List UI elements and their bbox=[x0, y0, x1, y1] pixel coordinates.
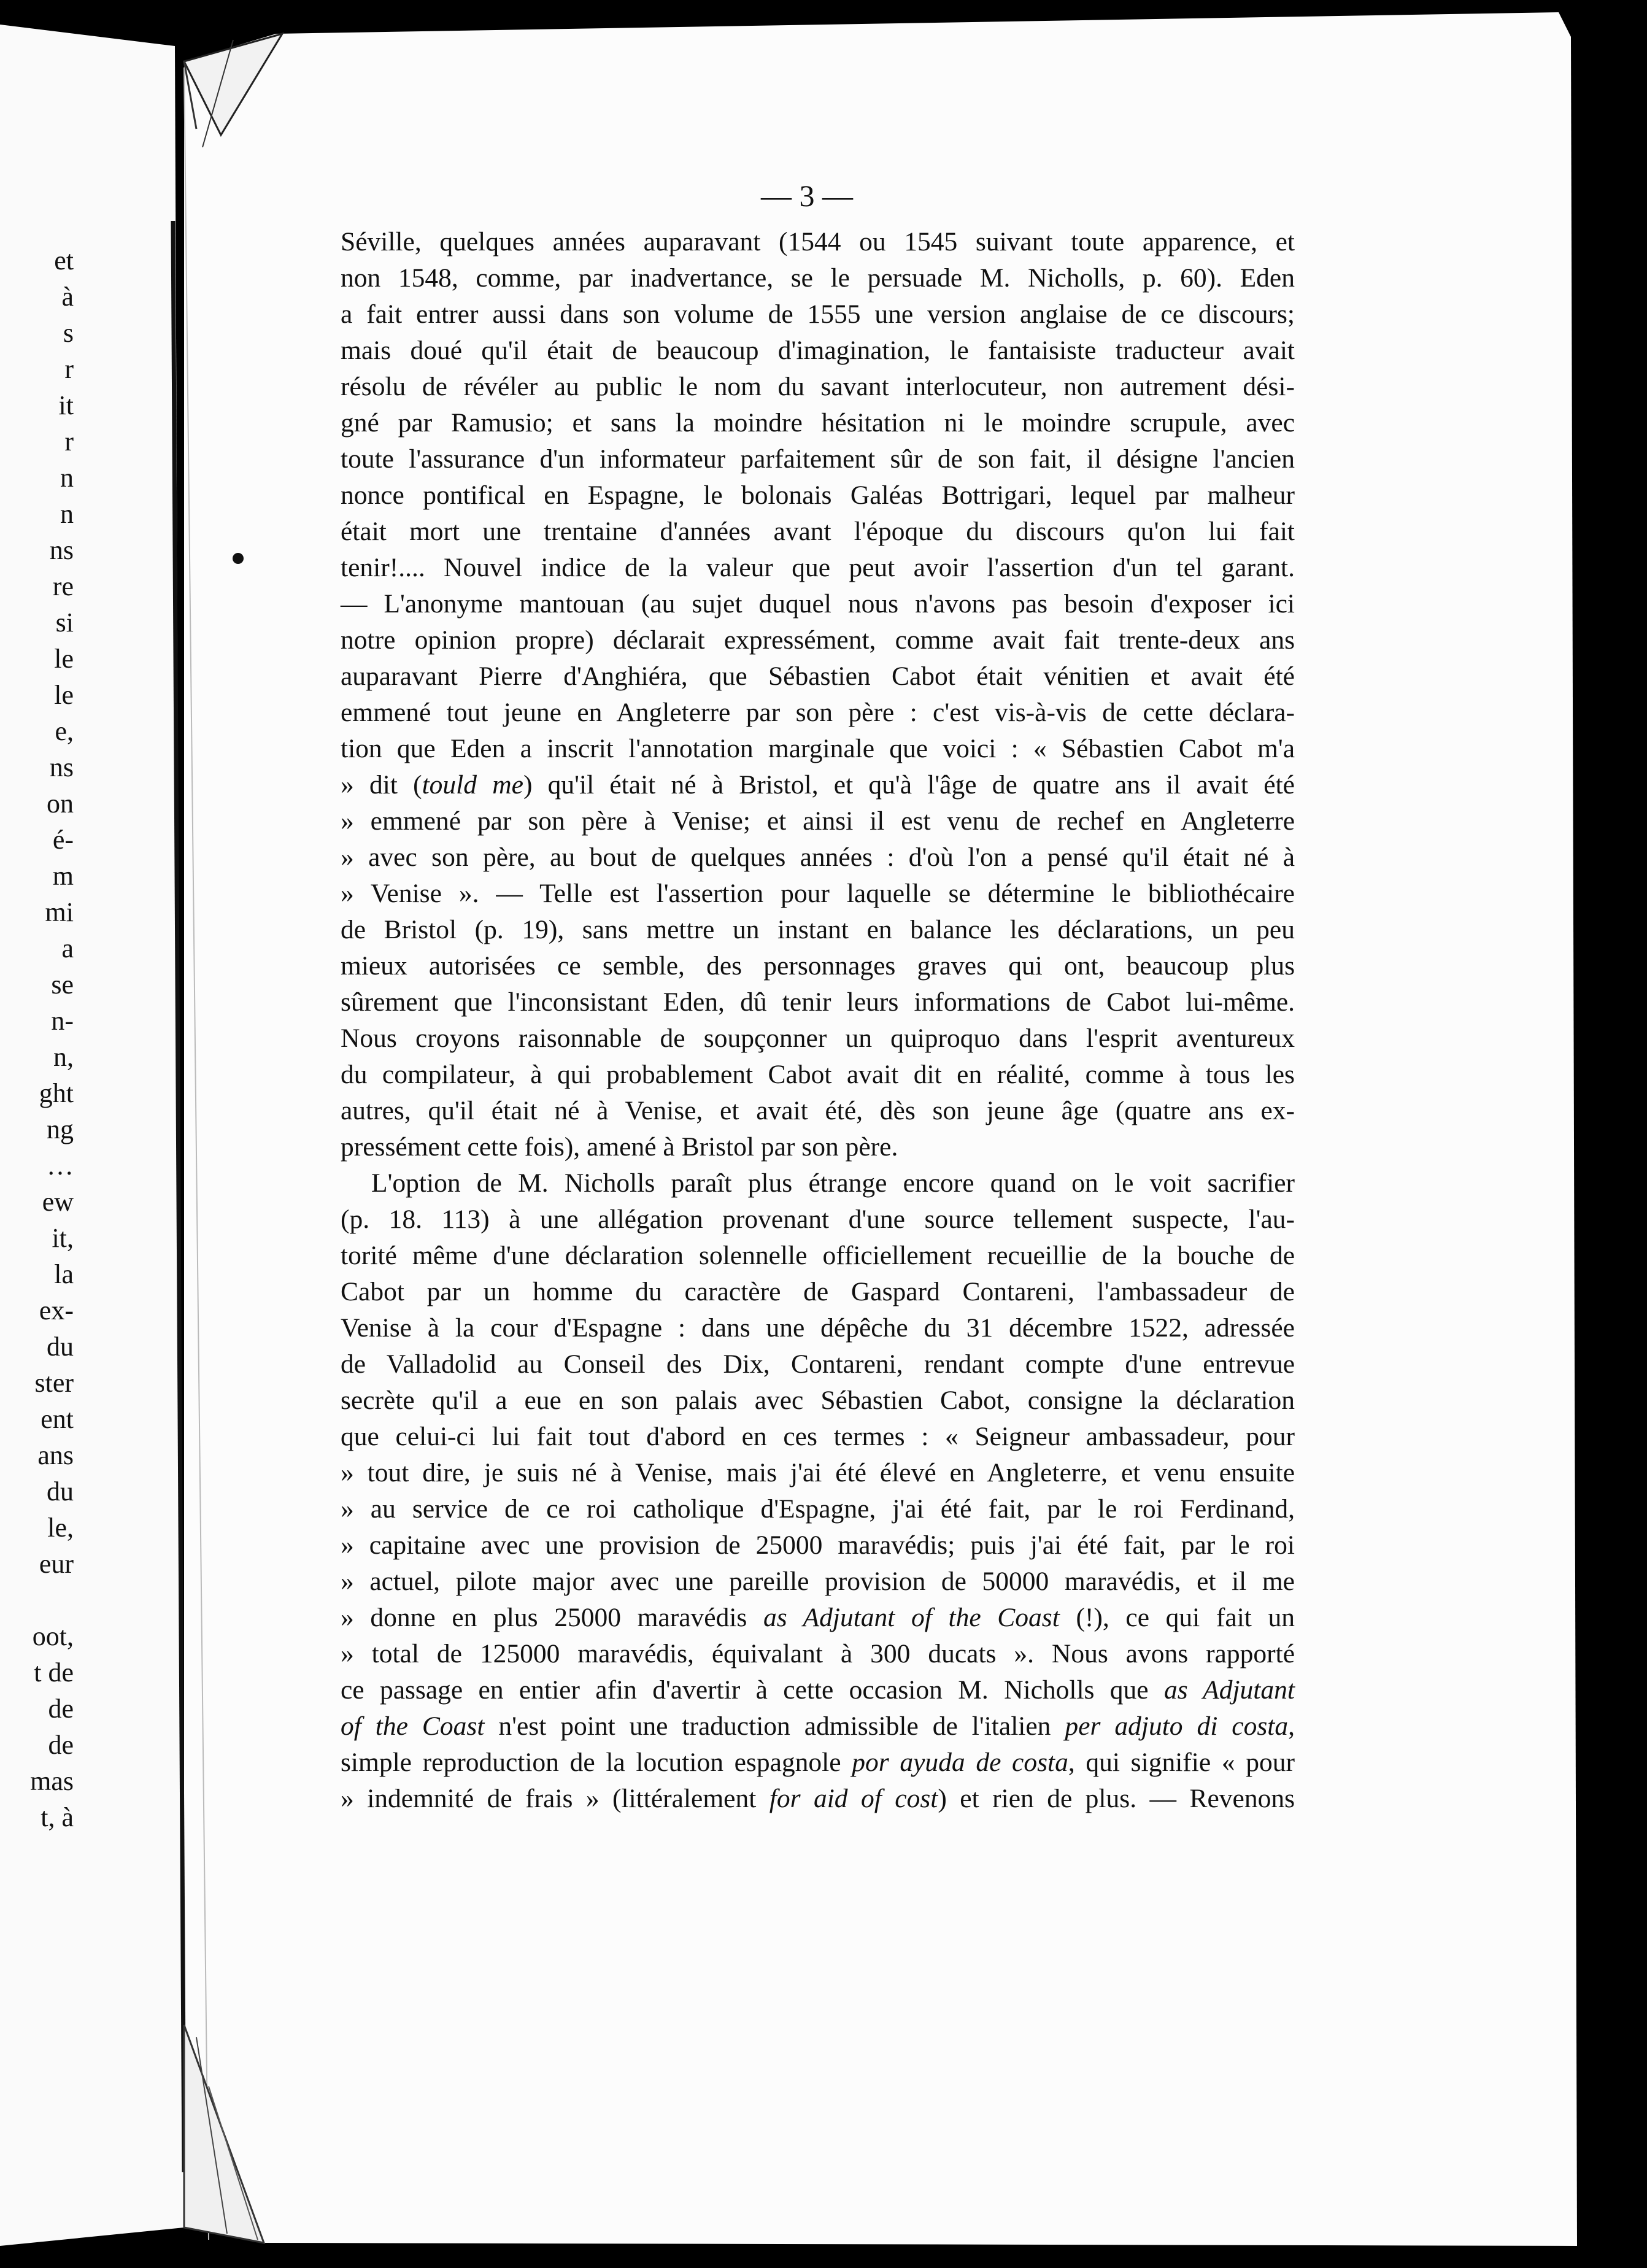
text-line: emmené tout jeune en Angleterre par son père : c'est vis-à-vis de cette déclara- bbox=[341, 698, 1295, 727]
left-page-fragment: du bbox=[47, 1332, 74, 1362]
text-line: sûrement que l'inconsistant Eden, dû tenir leurs informations de Cabot lui-même. bbox=[341, 987, 1295, 1017]
text-line: ce passage en entier afin d'avertir à cette occasion M. Nicholls que as Adjutant bbox=[341, 1675, 1295, 1705]
text-line: » actuel, pilote major avec une pareille provision de 50000 maravédis, et il me bbox=[341, 1567, 1295, 1596]
left-page-fragment: et bbox=[54, 245, 74, 276]
text-line: » tout dire, je suis né à Venise, mais j'ai été élevé en Angleterre, et venu ensuite bbox=[341, 1458, 1295, 1487]
text-line: » au service de ce roi catholique d'Espagne, j'ai été fait, par le roi Ferdinand, bbox=[341, 1494, 1295, 1524]
ink-dot bbox=[233, 553, 244, 564]
left-page-fragment: ex- bbox=[39, 1295, 74, 1325]
left-page-fragment: on bbox=[47, 789, 74, 819]
text-line: toute l'assurance d'un informateur parfaitement sûr de son fait, il désigne l'ancien bbox=[341, 444, 1295, 474]
text-line: » avec son père, au bout de quelques années : d'où l'on a pensé qu'il était né à bbox=[341, 843, 1295, 872]
text-line: L'option de M. Nicholls paraît plus étrange encore quand on le voit sacrifier bbox=[371, 1168, 1295, 1198]
text-line: secrète qu'il a eue en son palais avec Sébastien Cabot, consigne la déclaration bbox=[341, 1386, 1295, 1415]
text-line: non 1548, comme, par inadvertance, se le persuade M. Nicholls, p. 60). Eden bbox=[341, 263, 1295, 293]
text-line: Venise à la cour d'Espagne : dans une dépêche du 31 décembre 1522, adressée bbox=[341, 1313, 1295, 1343]
left-page-fragment: se bbox=[51, 970, 74, 1000]
text-line: » donne en plus 25000 maravédis as Adjutant of the Coast (!), ce qui fait un bbox=[341, 1603, 1295, 1632]
text-line: pressément cette fois), amené à Bristol par son père. bbox=[341, 1132, 898, 1162]
left-page-fragment: ent bbox=[40, 1404, 74, 1434]
body-text bbox=[341, 224, 1295, 1817]
text-line: notre opinion propre) déclarait expressément, comme avait fait trente-deux ans bbox=[341, 625, 1295, 655]
left-page-fragment: mi bbox=[45, 897, 74, 927]
left-page-fragment: à bbox=[61, 282, 74, 312]
text-line: tenir!.... Nouvel indice de la valeur que peut avoir l'assertion d'un tel garant. bbox=[341, 553, 1295, 582]
left-page-fragment: … bbox=[47, 1151, 74, 1181]
left-page-fragment: oot, bbox=[32, 1621, 74, 1651]
text-line: mais doué qu'il était de beaucoup d'imagination, le fantaisiste traducteur avait bbox=[341, 336, 1295, 365]
left-page-fragment: la bbox=[54, 1259, 74, 1289]
left-page-fragment: ng bbox=[47, 1114, 74, 1144]
left-page-fragment: ns bbox=[49, 535, 74, 565]
text-line: était mort une trentaine d'années avant l'époque du discours qu'on lui fait bbox=[341, 517, 1295, 546]
left-page-fragment: mas bbox=[30, 1766, 74, 1796]
left-page-fragment: m bbox=[52, 861, 74, 891]
left-page-fragment: n bbox=[60, 499, 74, 529]
text-line: mieux autorisées ce semble, des personnages graves qui ont, beaucoup plus bbox=[341, 951, 1295, 981]
left-page-fragment: r bbox=[64, 354, 74, 384]
left-page-fragment: le bbox=[54, 644, 74, 674]
text-line: nonce pontifical en Espagne, le bolonais Galéas Bottrigari, lequel par malheur bbox=[341, 480, 1295, 510]
text-line: » capitaine avec une provision de 25000 maravédis; puis j'ai été fait, par le roi bbox=[341, 1530, 1295, 1560]
left-page-fragment: it, bbox=[52, 1223, 74, 1253]
text-line: de Valladolid au Conseil des Dix, Contareni, rendant compte d'une entrevue bbox=[341, 1349, 1295, 1379]
text-line: » emmené par son père à Venise; et ainsi il est venu de rechef en Angleterre bbox=[341, 806, 1295, 836]
left-page-fragments bbox=[0, 242, 74, 1835]
left-page-fragment: du bbox=[47, 1476, 74, 1506]
left-page-fragment: t de bbox=[34, 1657, 74, 1688]
text-line: of the Coast n'est point une traduction admissible de l'italien per adjuto di costa, bbox=[341, 1711, 1295, 1741]
left-page-fragment: e, bbox=[55, 716, 74, 746]
left-page-fragment: re bbox=[52, 571, 74, 601]
left-page-fragment: n, bbox=[53, 1042, 74, 1072]
left-page-fragment: t, à bbox=[40, 1802, 74, 1832]
left-page-fragment: le bbox=[54, 680, 74, 710]
text-line: torité même d'une déclaration solennelle officiellement recueillie de la bouche de bbox=[341, 1241, 1295, 1270]
left-page-fragment: si bbox=[55, 608, 74, 638]
left-page-fragment: r bbox=[64, 426, 74, 457]
text-line: que celui-ci lui fait tout d'abord en ces termes : « Seigneur ambassadeur, pour bbox=[341, 1422, 1295, 1451]
left-page-fragment: eur bbox=[39, 1549, 74, 1579]
text-line: — L'anonyme mantouan (au sujet duquel nous n'avons pas besoin d'exposer ici bbox=[341, 589, 1295, 619]
text-line: autres, qu'il était né à Venise, et avait été, dès son jeune âge (quatre ans ex- bbox=[341, 1096, 1295, 1125]
text-line: » total de 125000 maravédis, équivalant à 300 ducats ». Nous avons rapporté bbox=[341, 1639, 1295, 1668]
left-page-fragment: s bbox=[63, 318, 74, 348]
text-line: résolu de révéler au public le nom du savant interlocuteur, non autrement dési- bbox=[341, 372, 1295, 401]
left-page-fragment: ster bbox=[34, 1368, 74, 1398]
text-line: gné par Ramusio; et sans la moindre hésitation ni le moindre scrupule, avec bbox=[341, 408, 1295, 438]
left-page-fragment: de bbox=[48, 1694, 74, 1724]
left-page-fragment: ew bbox=[42, 1187, 74, 1217]
left-page-fragment: de bbox=[48, 1730, 74, 1760]
text-line: auparavant Pierre d'Anghiéra, que Sébastien Cabot était vénitien et avait été bbox=[341, 662, 1295, 691]
left-page-fragment: ght bbox=[39, 1078, 74, 1108]
text-line: du compilateur, à qui probablement Cabot avait dit en réalité, comme à tous les bbox=[341, 1060, 1295, 1089]
text-line: tion que Eden a inscrit l'annotation marginale que voici : « Sébastien Cabot m'a bbox=[341, 734, 1295, 763]
page-number: — 3 — bbox=[761, 179, 853, 213]
left-page-fragment: a bbox=[61, 933, 74, 963]
left-page-fragment: n- bbox=[51, 1006, 74, 1036]
left-page-fragment: n bbox=[60, 463, 74, 493]
text-line: de Bristol (p. 19), sans mettre un instant en balance les déclarations, un peu bbox=[341, 915, 1295, 944]
left-page-fragment: é- bbox=[52, 825, 74, 855]
text-line: (p. 18. 113) à une allégation provenant d'une source tellement suspecte, l'au- bbox=[341, 1205, 1295, 1234]
left-page-fragment: ns bbox=[49, 752, 74, 782]
text-line: simple reproduction de la locution espagnole por ayuda de costa, qui signifie « pour bbox=[341, 1748, 1295, 1777]
text-line: Séville, quelques années auparavant (1544 ou 1545 suivant toute apparence, et bbox=[341, 227, 1295, 256]
text-line: » dit (tould me) qu'il était né à Bristol, et qu'à l'âge de quatre ans il avait été bbox=[341, 770, 1295, 800]
text-line: Cabot par un homme du caractère de Gaspard Contareni, l'ambassadeur de bbox=[341, 1277, 1295, 1306]
text-line: » indemnité de frais » (littéralement for aid of cost) et rien de plus. — Revenons bbox=[341, 1784, 1295, 1813]
text-line: » Venise ». — Telle est l'assertion pour laquelle se détermine le bibliothécaire bbox=[341, 879, 1295, 908]
left-page-fragment: le, bbox=[47, 1513, 74, 1543]
text-line: Nous croyons raisonnable de soupçonner un quiproquo dans l'esprit aventureux bbox=[341, 1024, 1295, 1053]
left-page-fragment: ans bbox=[37, 1440, 74, 1470]
text-line: a fait entrer aussi dans son volume de 1555 une version anglaise de ce discours; bbox=[341, 299, 1295, 329]
left-page-fragment bbox=[0, 1582, 74, 1618]
left-page-fragment: it bbox=[58, 390, 74, 420]
